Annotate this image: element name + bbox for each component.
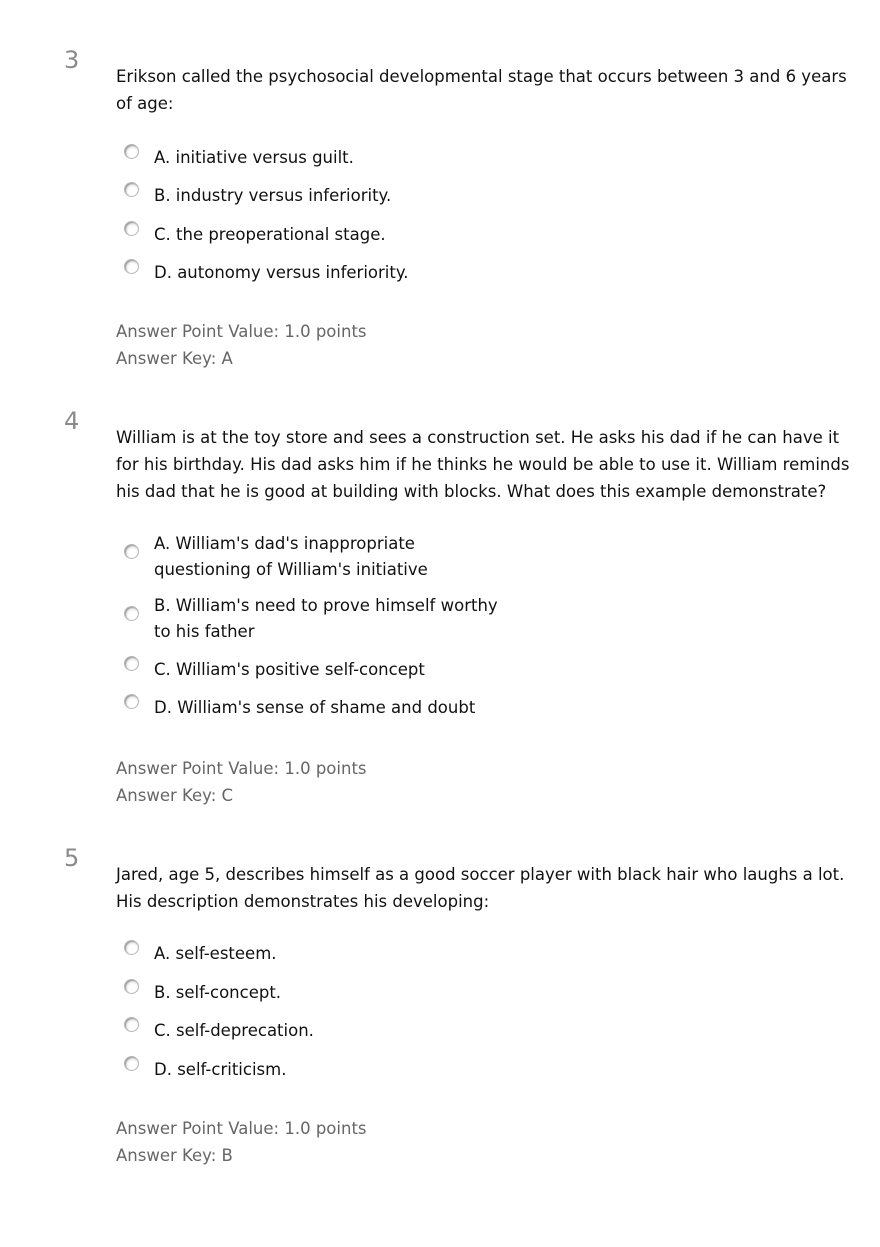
option-c[interactable]	[124, 221, 504, 248]
radio-button-c[interactable]	[124, 221, 139, 236]
radio-button-c[interactable]	[124, 1017, 139, 1032]
option-c[interactable]	[124, 656, 504, 683]
option-b[interactable]	[124, 979, 504, 1006]
answer-point-value: Answer Point Value: 1.0 points	[116, 759, 367, 778]
option-label: A. William's dad's inappropriate questioning of William's initiative	[154, 534, 428, 579]
option-a[interactable]	[124, 940, 504, 967]
radio-button-b[interactable]	[124, 606, 139, 621]
option-label: B. industry versus inferiority.	[154, 186, 392, 205]
radio-button-b[interactable]	[124, 979, 139, 994]
radio-button-a[interactable]	[124, 144, 139, 159]
question-number: 3	[64, 46, 80, 74]
option-label: B. William's need to prove himself worthy to his father	[154, 596, 498, 641]
option-d[interactable]	[124, 1056, 504, 1083]
option-label: D. autonomy versus inferiority.	[154, 263, 409, 282]
radio-button-b[interactable]	[124, 182, 139, 197]
option-c[interactable]	[124, 1017, 504, 1044]
radio-button-d[interactable]	[124, 694, 139, 709]
question-text: Jared, age 5, describes himself as a good soccer player with black hair who laughs a lot. His description demonstrates his developing:	[116, 865, 845, 911]
question-number: 4	[64, 407, 80, 435]
radio-button-d[interactable]	[124, 259, 139, 274]
option-label: C. William's positive self-concept	[154, 660, 425, 679]
option-label: B. self-concept.	[154, 983, 282, 1002]
radio-button-a[interactable]	[124, 544, 139, 559]
option-d[interactable]	[124, 694, 504, 721]
question-number: 5	[64, 844, 80, 872]
answer-key: Answer Key: C	[116, 786, 234, 805]
answer-key: Answer Key: A	[116, 349, 233, 368]
option-a[interactable]	[124, 144, 504, 171]
answer-key: Answer Key: B	[116, 1146, 233, 1165]
option-a[interactable]	[124, 531, 504, 583]
radio-button-d[interactable]	[124, 1056, 139, 1071]
option-label: A. initiative versus guilt.	[154, 148, 354, 167]
radio-button-c[interactable]	[124, 656, 139, 671]
option-label: C. the preoperational stage.	[154, 225, 386, 244]
question-text: Erikson called the psychosocial developmental stage that occurs between 3 and 6 years of age:	[116, 67, 847, 113]
answer-point-value: Answer Point Value: 1.0 points	[116, 322, 367, 341]
option-label: D. self-criticism.	[154, 1060, 287, 1079]
option-label: D. William's sense of shame and doubt	[154, 698, 476, 717]
option-d[interactable]	[124, 259, 504, 286]
option-label: A. self-esteem.	[154, 944, 277, 963]
question-text: William is at the toy store and sees a construction set. He asks his dad if he can have it for his birthday. His dad asks him if he thinks he would be able to use it. William reminds his dad that he is good at building with blocks. What does this example demonstrate?	[116, 428, 850, 501]
option-b[interactable]	[124, 593, 504, 645]
radio-button-a[interactable]	[124, 940, 139, 955]
option-b[interactable]	[124, 182, 504, 209]
answer-point-value: Answer Point Value: 1.0 points	[116, 1119, 367, 1138]
option-label: C. self-deprecation.	[154, 1021, 314, 1040]
